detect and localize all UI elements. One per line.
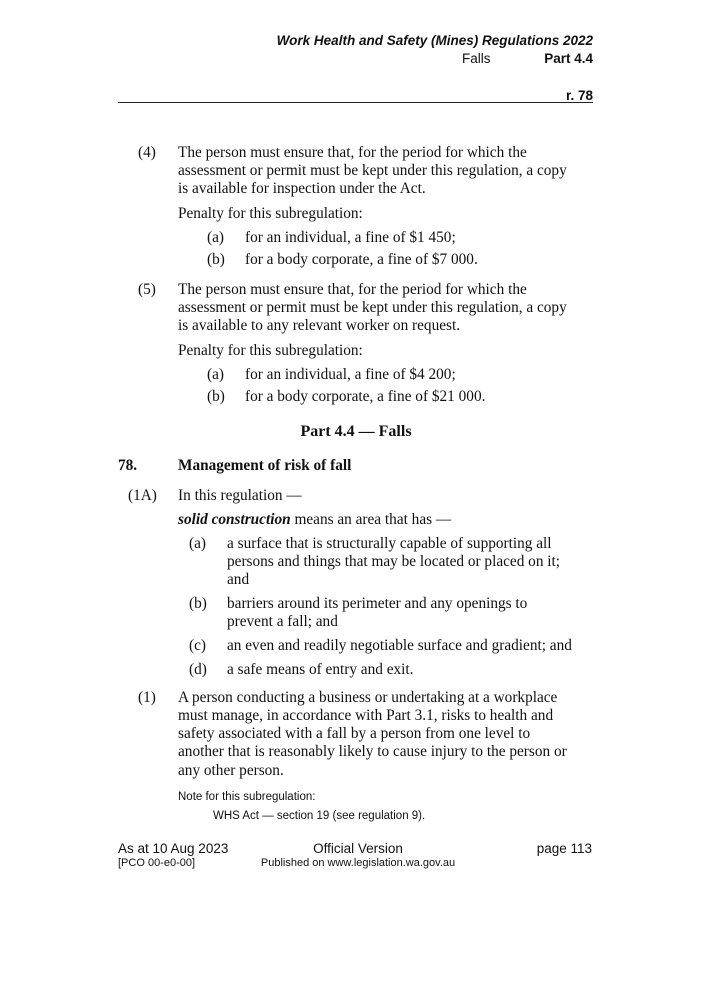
definition-b-line-1: barriers around its perimeter and any openings to (227, 595, 528, 612)
header-subtitle: Falls (462, 51, 491, 66)
definition-b-line-2: prevent a fall; and (227, 613, 338, 630)
subregulation-5-number: (5) (138, 281, 156, 298)
definition-b-number: (b) (189, 595, 207, 612)
subregulation-1-number: (1) (138, 689, 156, 706)
subregulation-5-b-text: for a body corporate, a fine of $21 000. (245, 388, 486, 405)
subregulation-1-line-2: must manage, in accordance with Part 3.1, risks to health and (178, 707, 554, 724)
subregulation-4-line-2: assessment or permit must be kept under this regulation, a copy (178, 162, 567, 179)
subregulation-1-line-5: any other person. (178, 762, 284, 779)
definition-a-line-3: and (227, 571, 250, 588)
definition-text: means an area that has — (290, 511, 452, 528)
footer-published: Published on www.legislation.wa.gov.au (260, 857, 456, 869)
subregulation-4-a-number: (a) (207, 229, 224, 246)
footer-page-number: page 113 (536, 841, 592, 856)
subregulation-4-line-3: is available for inspection under the Act. (178, 180, 426, 197)
definition-a-number: (a) (189, 535, 206, 552)
subregulation-5-a-text: for an individual, a fine of $4 200; (245, 366, 456, 383)
header-title: Work Health and Safety (Mines) Regulations 2022 (276, 33, 593, 48)
subregulation-5-b-number: (b) (207, 388, 225, 405)
definition-line (178, 511, 451, 529)
definition-a-line-2: persons and things that may be located or placed on it; (227, 553, 561, 570)
definition-d-number: (d) (189, 661, 207, 678)
definition-c-text: an even and readily negotiable surface and gradient; and (227, 637, 572, 654)
subregulation-1A-number: (1A) (128, 487, 157, 504)
subregulation-4-b-text: for a body corporate, a fine of $7 000. (245, 251, 478, 268)
header-regulation: r. 78 (565, 88, 593, 103)
subregulation-5-line-3: is available to any relevant worker on request. (178, 317, 461, 334)
subregulation-5-line-1: The person must ensure that, for the period for which the (178, 281, 527, 298)
definition-d-text: a safe means of entry and exit. (227, 661, 414, 678)
subregulation-1-line-4: another that is reasonably likely to cause injury to the person or (178, 743, 567, 760)
subregulation-4-penalty: Penalty for this subregulation: (178, 205, 363, 222)
subregulation-5-penalty: Penalty for this subregulation: (178, 342, 363, 359)
footer-version: Official Version (313, 841, 403, 856)
header-part: Part 4.4 (544, 51, 593, 66)
subregulation-4-b-number: (b) (207, 251, 225, 268)
header-rule (118, 102, 593, 103)
note-heading: Note for this subregulation: (178, 791, 316, 803)
note-text: WHS Act — section 19 (see regulation 9). (213, 810, 426, 822)
subregulation-4-number: (4) (138, 144, 156, 161)
subregulation-4-a-text: for an individual, a fine of $1 450; (245, 229, 456, 246)
subregulation-1-line-3: safety associated with a fall by a person from one level to (178, 725, 531, 742)
subregulation-1-line-1: A person conducting a business or undertaking at a workplace (178, 689, 558, 706)
defined-term: solid construction (178, 511, 291, 528)
footer-code: [PCO 00-e0-00] (118, 857, 196, 869)
subregulation-5-line-2: assessment or permit must be kept under this regulation, a copy (178, 299, 567, 316)
subregulation-1A-intro: In this regulation — (178, 487, 302, 504)
subregulation-5-a-number: (a) (207, 366, 224, 383)
definition-a-line-1: a surface that is structurally capable of supporting all (227, 535, 552, 552)
regulation-78-number: 78. (118, 457, 138, 474)
regulation-78-title: Management of risk of fall (178, 457, 352, 474)
definition-c-number: (c) (189, 637, 206, 654)
footer-date: As at 10 Aug 2023 (118, 841, 229, 856)
part-heading: Part 4.4 — Falls (300, 423, 412, 440)
subregulation-4-line-1: The person must ensure that, for the period for which the (178, 144, 527, 161)
